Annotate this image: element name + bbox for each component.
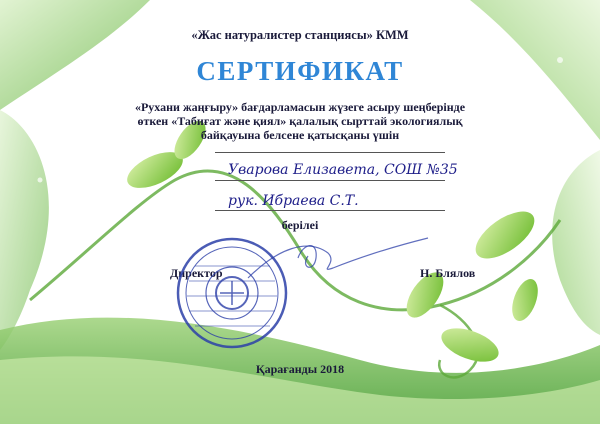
body-line-1: «Рухани жаңғыру» бағдарламасын жүзеге асыру шеңберінде [134,100,466,114]
leaf-3 [468,202,542,267]
body-line-3: байқауына белсене қатысқаны үшін [200,128,400,142]
wave-right [552,150,600,335]
body-line-2: өткен «Табиғат және қиял» қалалық сырттай экологиялық [137,114,463,128]
supervisor-handwritten: рук. Ибраева С.Т. [228,193,359,209]
divider-line [215,152,445,153]
organization-name: «Жас натуралистер станциясы» КММ [191,28,409,42]
drop-4 [518,88,522,92]
recipient-underline [215,180,445,181]
director-label: Директор [170,266,223,280]
wave-top-left [0,0,150,110]
drop-2 [38,178,43,183]
supervisor-underline [215,210,445,211]
recipient-handwritten: Уварова Елизавета, СОШ №35 [228,162,458,178]
director-name: Н. Блялов [420,266,476,280]
leaf-6 [507,276,543,325]
director-signature [238,228,468,298]
city-year: Қарағанды 2018 [255,362,345,376]
issued-label: берілеі [281,218,319,232]
certificate-title: СЕРТИФИКАТ [196,56,404,86]
